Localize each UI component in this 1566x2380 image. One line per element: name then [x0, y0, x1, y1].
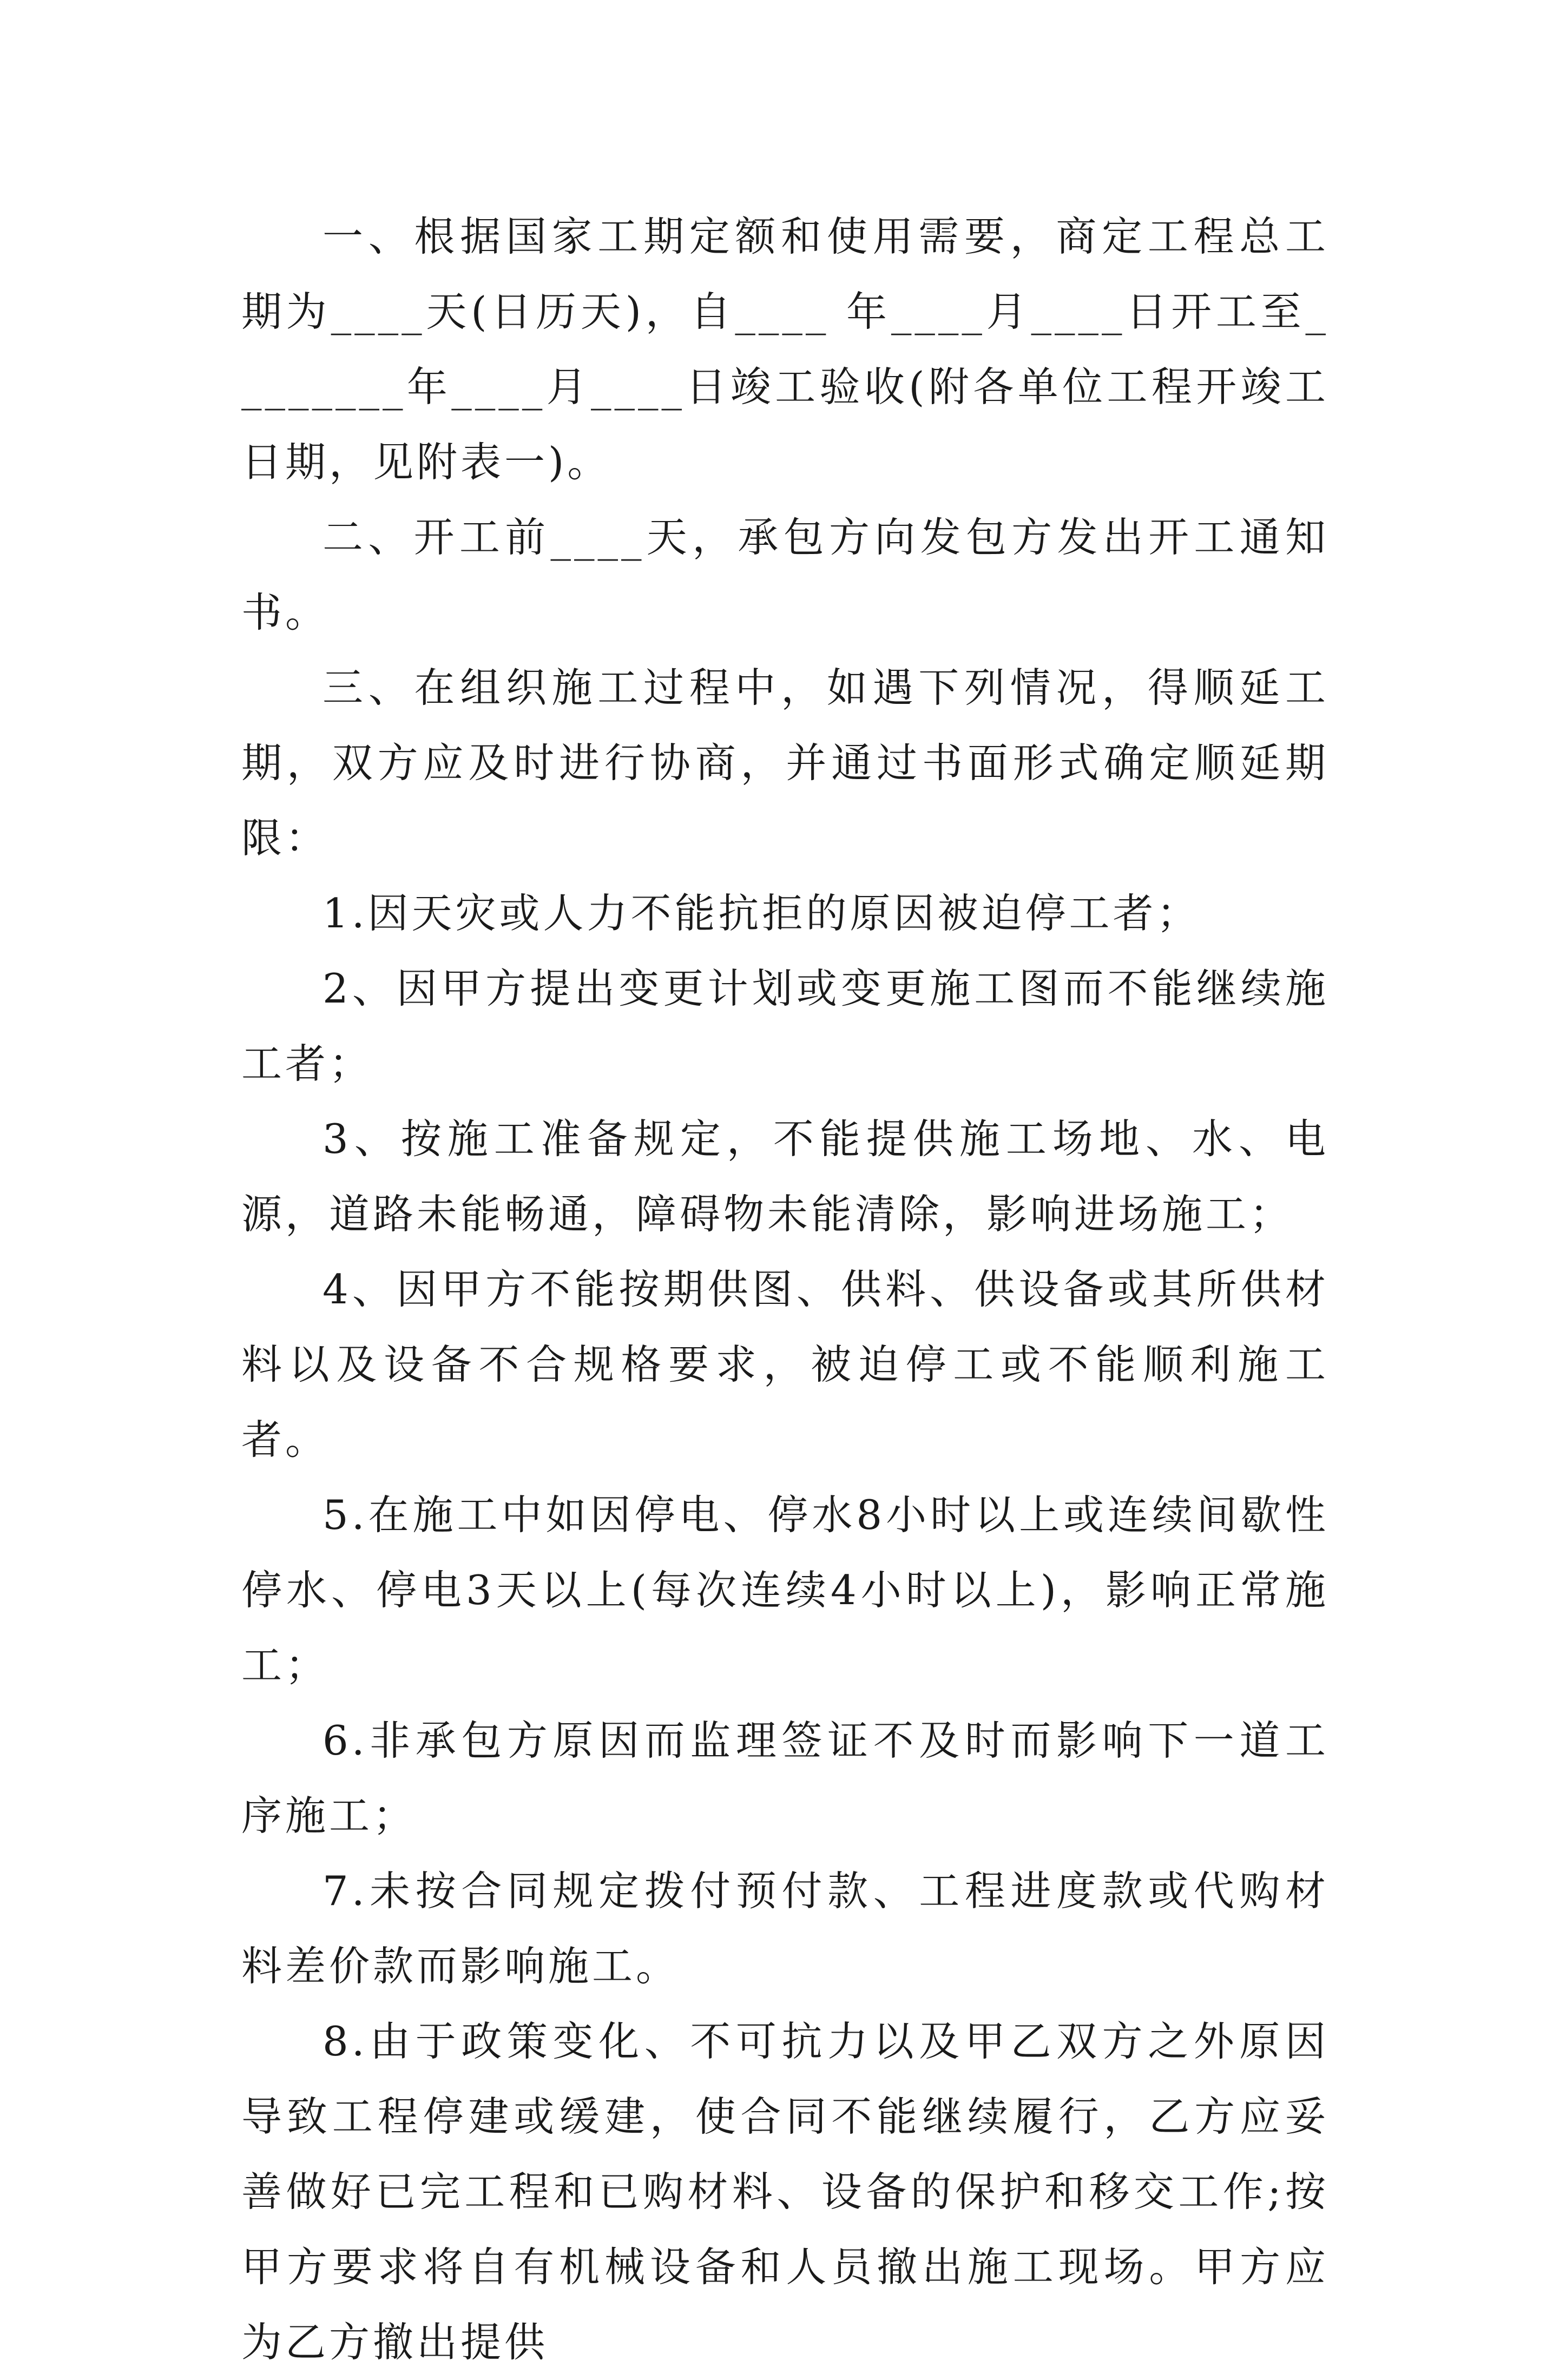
document-body	[241, 199, 1329, 2380]
list-item-6: 6.非承包方原因而监理签证不及时而影响下一道工序施工；	[241, 1717, 1329, 1840]
list-item-1: 1.因天灾或人力不能抗拒的原因被迫停工者；	[323, 889, 1201, 937]
list-item-3: 3、按施工准备规定，不能提供施工场地、水、电源，道路未能畅通，障碍物未能清除，影响进场施工；	[241, 1115, 1329, 1238]
list-item-7: 7.未按合同规定拨付预付款、工程进度款或代购材料差价款而影响施工。	[241, 1867, 1329, 1990]
paragraph-start-notice: 二、开工前____天，承包方向发包方发出开工通知书。	[241, 513, 1329, 636]
list-item-5: 5.在施工中如因停电、停水8小时以上或连续间歇性停水、停电3天以上(每次连续4小时以上)，影响正常施工；	[241, 1491, 1329, 1689]
list-item-4: 4、因甲方不能按期供图、供料、供设备或其所供材料以及设备不合规格要求，被迫停工或不能顺利施工者。	[241, 1265, 1329, 1463]
list-item-8: 8.由于政策变化、不可抗力以及甲乙双方之外原因导致工程停建或缓建，使合同不能继续履行，乙方应妥善做好已完工程和已购材料、设备的保护和移交工作;按甲方要求将自有机械设备和人员撤出施工现场。甲方应为乙方撤出提供	[241, 2018, 1329, 2366]
paragraph-construction-period: 一、根据国家工期定额和使用需要，商定工程总工期为____天(日历天)，自____ 年____月____日开工至________年____月____日竣工验收(附各单位工程开竣工日期，见附表一)。	[241, 213, 1329, 486]
list-item-2: 2、因甲方提出变更计划或变更施工图而不能继续施工者；	[241, 965, 1329, 1087]
paragraph-extension-conditions: 三、在组织施工过程中，如遇下列情况，得顺延工期，双方应及时进行协商，并通过书面形式确定顺延期限：	[241, 664, 1329, 862]
